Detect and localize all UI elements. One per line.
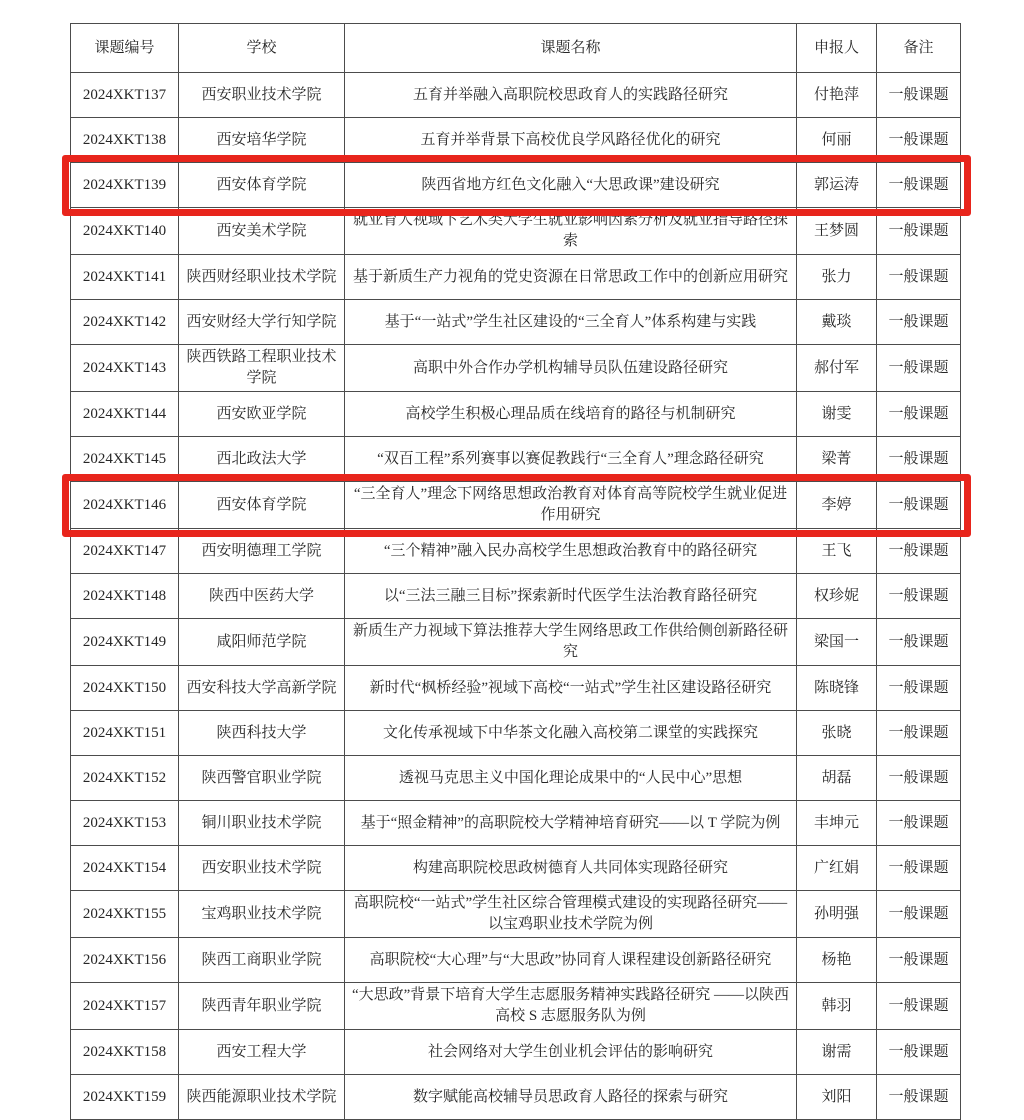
school-cell: 西安欧亚学院 — [179, 392, 345, 437]
project-title-cell: 数字赋能高校辅导员思政育人路径的探索与研究 — [345, 1075, 797, 1120]
project-id-cell: 2024XKT140 — [71, 208, 179, 255]
project-title-cell: 基于新质生产力视角的党史资源在日常思政工作中的创新应用研究 — [345, 255, 797, 300]
school-cell: 陕西科技大学 — [179, 711, 345, 756]
school-cell: 宝鸡职业技术学院 — [179, 891, 345, 938]
table-row — [71, 756, 961, 801]
project-id-cell: 2024XKT154 — [71, 846, 179, 891]
project-id-cell: 2024XKT146 — [71, 482, 179, 529]
table-row — [71, 482, 961, 529]
table-row — [71, 711, 961, 756]
remark-cell: 一般课题 — [877, 73, 961, 118]
school-cell: 西安美术学院 — [179, 208, 345, 255]
applicant-cell: 梁国一 — [797, 619, 877, 666]
school-cell: 西安培华学院 — [179, 118, 345, 163]
table-row — [71, 983, 961, 1030]
table-row — [71, 1030, 961, 1075]
school-cell: 西安工程大学 — [179, 1030, 345, 1075]
remark-cell: 一般课题 — [877, 801, 961, 846]
school-cell: 咸阳师范学院 — [179, 619, 345, 666]
project-id-cell: 2024XKT158 — [71, 1030, 179, 1075]
remark-cell: 一般课题 — [877, 846, 961, 891]
project-id-cell: 2024XKT153 — [71, 801, 179, 846]
remark-cell: 一般课题 — [877, 208, 961, 255]
project-id-cell: 2024XKT138 — [71, 118, 179, 163]
remark-cell: 一般课题 — [877, 891, 961, 938]
project-id-cell: 2024XKT147 — [71, 529, 179, 574]
school-cell: 陕西财经职业技术学院 — [179, 255, 345, 300]
school-cell: 陕西工商职业学院 — [179, 938, 345, 983]
school-cell: 西安体育学院 — [179, 163, 345, 208]
applicant-cell: 谢需 — [797, 1030, 877, 1075]
remark-cell: 一般课题 — [877, 666, 961, 711]
applicant-cell: 戴琰 — [797, 300, 877, 345]
table-row — [71, 255, 961, 300]
remark-cell: 一般课题 — [877, 482, 961, 529]
applicant-cell: 杨艳 — [797, 938, 877, 983]
projects-table — [70, 23, 961, 1120]
table-row — [71, 73, 961, 118]
remark-cell: 一般课题 — [877, 529, 961, 574]
column-header-project-id: 课题编号 — [71, 24, 179, 73]
applicant-cell: 付艳萍 — [797, 73, 877, 118]
project-title-cell: “双百工程”系列赛事以赛促教践行“三全育人”理念路径研究 — [345, 437, 797, 482]
school-cell: 西安财经大学行知学院 — [179, 300, 345, 345]
school-cell: 陕西能源职业技术学院 — [179, 1075, 345, 1120]
project-title-cell: 透视马克思主义中国化理论成果中的“人民中心”思想 — [345, 756, 797, 801]
project-title-cell: “三个精神”融入民办高校学生思想政治教育中的路径研究 — [345, 529, 797, 574]
school-cell: 西安职业技术学院 — [179, 73, 345, 118]
table-row — [71, 666, 961, 711]
project-title-cell: 基于“照金精神”的高职院校大学精神培育研究——以 T 学院为例 — [345, 801, 797, 846]
column-header-project-title: 课题名称 — [345, 24, 797, 73]
applicant-cell: 权珍妮 — [797, 574, 877, 619]
applicant-cell: 孙明强 — [797, 891, 877, 938]
applicant-cell: 张晓 — [797, 711, 877, 756]
project-id-cell: 2024XKT144 — [71, 392, 179, 437]
project-title-cell: 就业育人视域下艺术类大学生就业影响因素分析及就业指导路径探索 — [345, 208, 797, 255]
applicant-cell: 谢雯 — [797, 392, 877, 437]
project-id-cell: 2024XKT137 — [71, 73, 179, 118]
remark-cell: 一般课题 — [877, 345, 961, 392]
project-id-cell: 2024XKT139 — [71, 163, 179, 208]
project-id-cell: 2024XKT150 — [71, 666, 179, 711]
table-row — [71, 574, 961, 619]
applicant-cell: 郭运涛 — [797, 163, 877, 208]
project-title-cell: “大思政”背景下培育大学生志愿服务精神实践路径研究 ——以陕西高校 S 志愿服务队为例 — [345, 983, 797, 1030]
table-row — [71, 437, 961, 482]
school-cell: 西安明德理工学院 — [179, 529, 345, 574]
table-row — [71, 846, 961, 891]
table-row — [71, 392, 961, 437]
remark-cell: 一般课题 — [877, 1030, 961, 1075]
table-body — [71, 73, 961, 1120]
school-cell: 陕西青年职业学院 — [179, 983, 345, 1030]
table-row — [71, 345, 961, 392]
project-title-cell: 基于“一站式”学生社区建设的“三全育人”体系构建与实践 — [345, 300, 797, 345]
table-row — [71, 891, 961, 938]
table-row — [71, 1075, 961, 1120]
column-header-school: 学校 — [179, 24, 345, 73]
column-header-remark: 备注 — [877, 24, 961, 73]
school-cell: 西安职业技术学院 — [179, 846, 345, 891]
table-row — [71, 619, 961, 666]
project-title-cell: 五育并举背景下高校优良学风路径优化的研究 — [345, 118, 797, 163]
project-id-cell: 2024XKT143 — [71, 345, 179, 392]
applicant-cell: 王梦圆 — [797, 208, 877, 255]
project-id-cell: 2024XKT159 — [71, 1075, 179, 1120]
project-title-cell: “三全育人”理念下网络思想政治教育对体育高等院校学生就业促进作用研究 — [345, 482, 797, 529]
remark-cell: 一般课题 — [877, 1075, 961, 1120]
school-cell: 铜川职业技术学院 — [179, 801, 345, 846]
applicant-cell: 李婷 — [797, 482, 877, 529]
school-cell: 陕西铁路工程职业技术学院 — [179, 345, 345, 392]
table-row — [71, 118, 961, 163]
applicant-cell: 王飞 — [797, 529, 877, 574]
table-row — [71, 529, 961, 574]
project-title-cell: 高职院校“一站式”学生社区综合管理模式建设的实现路径研究——以宝鸡职业技术学院为例 — [345, 891, 797, 938]
remark-cell: 一般课题 — [877, 756, 961, 801]
applicant-cell: 梁菁 — [797, 437, 877, 482]
remark-cell: 一般课题 — [877, 255, 961, 300]
project-id-cell: 2024XKT157 — [71, 983, 179, 1030]
remark-cell: 一般课题 — [877, 983, 961, 1030]
remark-cell: 一般课题 — [877, 938, 961, 983]
applicant-cell: 韩羽 — [797, 983, 877, 1030]
remark-cell: 一般课题 — [877, 163, 961, 208]
school-cell: 陕西警官职业学院 — [179, 756, 345, 801]
project-title-cell: 文化传承视域下中华茶文化融入高校第二课堂的实践探究 — [345, 711, 797, 756]
project-id-cell: 2024XKT145 — [71, 437, 179, 482]
applicant-cell: 陈晓锋 — [797, 666, 877, 711]
project-id-cell: 2024XKT141 — [71, 255, 179, 300]
applicant-cell: 何丽 — [797, 118, 877, 163]
project-title-cell: 高职院校“大心理”与“大思政”协同育人课程建设创新路径研究 — [345, 938, 797, 983]
applicant-cell: 广红娟 — [797, 846, 877, 891]
table-row — [71, 938, 961, 983]
project-id-cell: 2024XKT155 — [71, 891, 179, 938]
project-title-cell: 新时代“枫桥经验”视域下高校“一站式”学生社区建设路径研究 — [345, 666, 797, 711]
table-row — [71, 163, 961, 208]
project-id-cell: 2024XKT152 — [71, 756, 179, 801]
school-cell: 西安体育学院 — [179, 482, 345, 529]
project-title-cell: 五育并举融入高职院校思政育人的实践路径研究 — [345, 73, 797, 118]
table-row — [71, 208, 961, 255]
remark-cell: 一般课题 — [877, 619, 961, 666]
remark-cell: 一般课题 — [877, 392, 961, 437]
table-header-row — [71, 24, 961, 73]
table-row — [71, 300, 961, 345]
school-cell: 西北政法大学 — [179, 437, 345, 482]
project-id-cell: 2024XKT149 — [71, 619, 179, 666]
applicant-cell: 刘阳 — [797, 1075, 877, 1120]
project-title-cell: 高校学生积极心理品质在线培育的路径与机制研究 — [345, 392, 797, 437]
remark-cell: 一般课题 — [877, 300, 961, 345]
applicant-cell: 张力 — [797, 255, 877, 300]
project-id-cell: 2024XKT151 — [71, 711, 179, 756]
project-title-cell: 新质生产力视域下算法推荐大学生网络思政工作供给侧创新路径研究 — [345, 619, 797, 666]
project-id-cell: 2024XKT148 — [71, 574, 179, 619]
project-title-cell: 陕西省地方红色文化融入“大思政课”建设研究 — [345, 163, 797, 208]
applicant-cell: 郝付军 — [797, 345, 877, 392]
school-cell: 陕西中医药大学 — [179, 574, 345, 619]
column-header-applicant: 申报人 — [797, 24, 877, 73]
remark-cell: 一般课题 — [877, 437, 961, 482]
applicant-cell: 丰坤元 — [797, 801, 877, 846]
project-title-cell: 以“三法三融三目标”探索新时代医学生法治教育路径研究 — [345, 574, 797, 619]
remark-cell: 一般课题 — [877, 711, 961, 756]
remark-cell: 一般课题 — [877, 118, 961, 163]
project-title-cell: 社会网络对大学生创业机会评估的影响研究 — [345, 1030, 797, 1075]
project-id-cell: 2024XKT142 — [71, 300, 179, 345]
project-title-cell: 高职中外合作办学机构辅导员队伍建设路径研究 — [345, 345, 797, 392]
applicant-cell: 胡磊 — [797, 756, 877, 801]
table-row — [71, 801, 961, 846]
project-title-cell: 构建高职院校思政树德育人共同体实现路径研究 — [345, 846, 797, 891]
remark-cell: 一般课题 — [877, 574, 961, 619]
project-id-cell: 2024XKT156 — [71, 938, 179, 983]
school-cell: 西安科技大学高新学院 — [179, 666, 345, 711]
